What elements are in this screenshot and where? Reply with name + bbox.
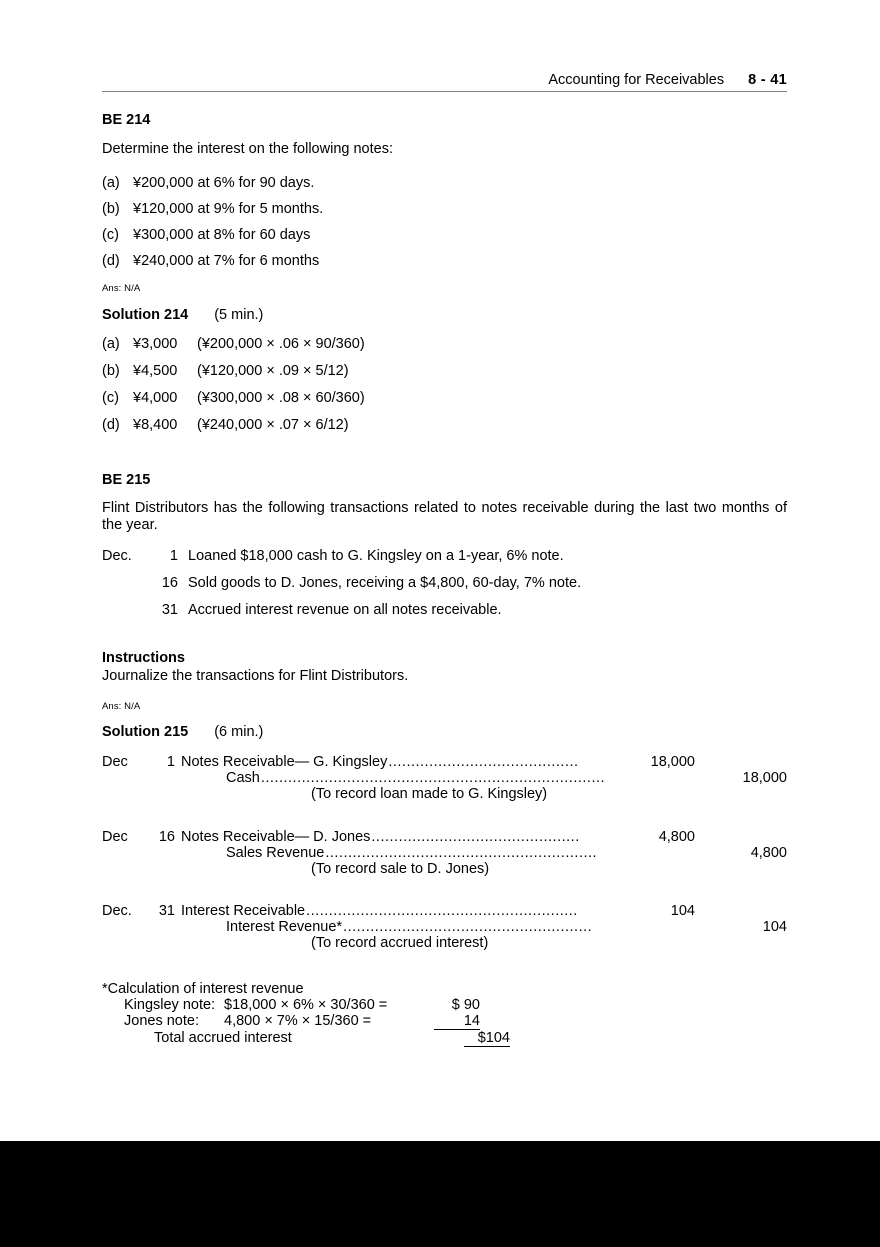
entry-memo: (To record accrued interest): [311, 935, 489, 951]
header-divider: [102, 91, 787, 92]
be215-transaction-list: [102, 548, 787, 618]
be214-ans-note: Ans: N/A: [102, 282, 141, 294]
item-text: ¥200,000 at 6% for 90 days.: [133, 174, 315, 191]
solution214-heading: [102, 307, 787, 323]
entry-month: Dec: [102, 754, 128, 770]
calc-value: 14: [434, 1013, 480, 1030]
journal-debit-row: [102, 754, 787, 770]
account-name-debit: [181, 754, 611, 770]
account-label: Cash: [226, 770, 260, 786]
be215-heading: BE 215: [102, 471, 151, 488]
list-item: [102, 253, 787, 269]
entry-date: [102, 754, 181, 770]
transaction-day: 1: [169, 547, 178, 564]
journal-entry: [102, 829, 787, 877]
entry-day: 16: [158, 829, 175, 845]
calc-total-value: $104: [464, 1030, 510, 1047]
dot-leader: ............................................................: [325, 845, 598, 861]
calc-label: Jones note:: [124, 1013, 199, 1029]
debit-amount: 4,800: [658, 829, 695, 845]
transaction-description: Accrued interest revenue on all notes receivable.: [188, 601, 502, 618]
be214-prompt: Determine the interest on the following notes:: [102, 141, 393, 157]
item-marker: (b): [102, 200, 120, 217]
header-title: Accounting for Receivables: [548, 72, 725, 88]
list-item: [102, 363, 787, 379]
item-working: (¥120,000 × .09 × 5/12): [197, 362, 349, 379]
calculation-title: *Calculation of interest revenue: [102, 981, 304, 997]
solution-time: (5 min.): [214, 306, 264, 323]
account-name-debit: [181, 903, 611, 919]
be214-item-list: [102, 175, 787, 269]
item-text: ¥300,000 at 8% for 60 days: [133, 226, 311, 243]
calculation-total-row: [102, 1030, 787, 1047]
page-number: 8 - 41: [748, 72, 787, 88]
be215-intro: Flint Distributors has the following transactions related to notes receivable during the last two months of the year.: [102, 499, 787, 533]
account-label: Sales Revenue: [226, 845, 325, 861]
instructions-heading: Instructions: [102, 649, 185, 666]
dot-leader: ............................................................................: [260, 770, 606, 786]
entry-day: 31: [158, 903, 175, 919]
list-item: [102, 417, 787, 433]
dot-leader: ..............................................: [371, 829, 580, 845]
running-header: [102, 0, 787, 88]
page-content: [102, 0, 787, 1047]
be215-ans-note: Ans: N/A: [102, 701, 141, 712]
transaction-day: 16: [161, 574, 178, 591]
transaction-description: Loaned $18,000 cash to G. Kingsley on a 1-year, 6% note.: [188, 547, 564, 564]
interest-calculation-block: [102, 981, 787, 1047]
list-item: [102, 602, 787, 618]
item-marker: (b): [102, 362, 120, 379]
item-marker: (c): [102, 226, 119, 243]
account-name-debit: [181, 829, 611, 845]
journal-entry: [102, 754, 787, 802]
list-item: [102, 227, 787, 243]
journal-credit-row: [102, 919, 787, 935]
item-text: ¥120,000 at 9% for 5 months.: [133, 200, 324, 217]
calculation-row: [102, 1013, 787, 1030]
entry-date: [102, 903, 181, 919]
solution214-item-list: [102, 336, 787, 433]
solution215-heading: [102, 724, 787, 740]
transaction-day: 31: [161, 601, 178, 618]
list-item: [102, 548, 787, 564]
account-name-credit: [181, 845, 611, 861]
solution-label: Solution 215: [102, 724, 189, 740]
item-marker: (d): [102, 252, 120, 269]
entry-date: [102, 829, 181, 845]
page-bottom-black-band: [0, 1141, 880, 1247]
list-item: [102, 336, 787, 352]
item-marker: (a): [102, 335, 120, 352]
debit-amount: 104: [670, 903, 695, 919]
list-item: [102, 201, 787, 217]
solution-time: (6 min.): [214, 724, 264, 740]
item-working: (¥200,000 × .06 × 90/360): [197, 335, 365, 352]
item-marker: (c): [102, 389, 119, 406]
debit-amount: 18,000: [650, 754, 695, 770]
entry-memo: (To record sale to D. Jones): [311, 861, 490, 877]
calc-expression: 4,800 × 7% × 15/360 =: [224, 1013, 372, 1029]
item-marker: (d): [102, 416, 120, 433]
dot-leader: ............................................................: [306, 903, 578, 919]
journal-entry: [102, 903, 787, 951]
account-name-credit: [181, 770, 611, 786]
entry-day: 1: [166, 754, 175, 770]
account-label: Interest Revenue*: [226, 919, 343, 935]
item-amount: ¥4,500: [133, 362, 178, 379]
account-label: Notes Receivable— D. Jones: [181, 829, 371, 845]
dot-leader: ..........................................: [388, 754, 579, 770]
entry-month: Dec: [102, 829, 128, 845]
calc-total-label: Total accrued interest: [154, 1030, 292, 1046]
credit-amount: 104: [762, 919, 787, 935]
solution-label: Solution 214: [102, 306, 189, 323]
calculation-row: [102, 997, 787, 1013]
account-label: Interest Receivable: [181, 903, 306, 919]
credit-amount: 4,800: [750, 845, 787, 861]
credit-amount: 18,000: [742, 770, 787, 786]
be214-heading: BE 214: [102, 112, 151, 128]
item-amount: ¥3,000: [133, 335, 178, 352]
transaction-month: Dec.: [102, 547, 132, 564]
journal-debit-row: [102, 903, 787, 919]
list-item: [102, 575, 787, 591]
journal-debit-row: [102, 829, 787, 845]
calc-label: Kingsley note:: [124, 997, 216, 1013]
instructions-text: Journalize the transactions for Flint Distributors.: [102, 667, 409, 684]
journal-credit-row: [102, 845, 787, 861]
item-working: (¥300,000 × .08 × 60/360): [197, 389, 365, 406]
account-label: Notes Receivable— G. Kingsley: [181, 754, 388, 770]
calc-expression: $18,000 × 6% × 30/360 =: [224, 997, 388, 1013]
calc-value: $ 90: [451, 997, 480, 1013]
list-item: [102, 175, 787, 191]
item-amount: ¥8,400: [133, 416, 178, 433]
dot-leader: .......................................................: [343, 919, 593, 935]
journal-credit-row: [102, 770, 787, 786]
account-name-credit: [181, 919, 611, 935]
list-item: [102, 390, 787, 406]
transaction-description: Sold goods to D. Jones, receiving a $4,800, 60-day, 7% note.: [188, 574, 582, 591]
item-amount: ¥4,000: [133, 389, 178, 406]
item-marker: (a): [102, 174, 120, 191]
item-text: ¥240,000 at 7% for 6 months: [133, 252, 320, 269]
entry-memo: (To record loan made to G. Kingsley): [311, 786, 548, 802]
entry-month: Dec.: [102, 903, 132, 919]
item-working: (¥240,000 × .07 × 6/12): [197, 416, 349, 433]
